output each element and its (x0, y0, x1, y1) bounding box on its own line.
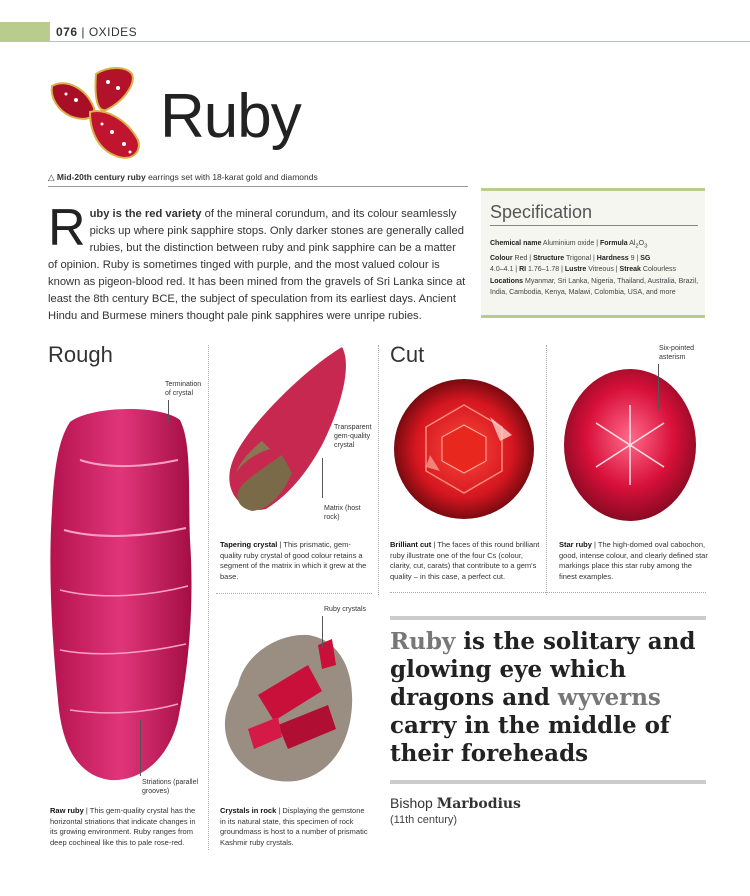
rock-crystal-image (218, 625, 358, 785)
header-accent-bar (0, 22, 50, 42)
column-divider (546, 345, 547, 595)
spec-label: Structure (533, 254, 565, 262)
caption-title: Brilliant cut (390, 540, 432, 549)
caption-text: This gem-quality crystal has the horizontal striations that indicate changes in its growing environment. Ruby ranges from deep cochineal like this to pale rose-red. (50, 806, 196, 847)
spec-label: Locations (490, 277, 524, 285)
row-divider (216, 593, 372, 594)
image-caption (48, 172, 318, 183)
spec-subscript: 2 (635, 243, 639, 250)
quote-highlight: Ruby (390, 628, 456, 655)
quote-text: is the solitary and glowing eye which dragons and (390, 628, 696, 711)
drop-cap: R (48, 199, 86, 257)
spec-value: 1.76–1.78 (528, 266, 560, 274)
spec-value: Colourless (642, 266, 676, 274)
spec-value: Trigonal (566, 254, 592, 262)
spec-title: Specification (490, 202, 593, 222)
spec-value: 4.0–4.1 (490, 266, 514, 274)
spec-label: Streak (619, 266, 641, 274)
column-divider (208, 345, 209, 850)
quote-attribution (390, 795, 521, 812)
caption-text: earrings set with 18-karat gold and diamonds (145, 172, 318, 182)
spec-value: 9 (630, 254, 635, 262)
leader-line (322, 458, 323, 498)
row-divider (390, 592, 706, 593)
caption-rule (48, 186, 468, 187)
raw-ruby-caption: Raw ruby | This gem-quality crystal has the horizontal striations that indicate changes in its growing environment. Ruby ranges from deep cochineal like this to pale rose-red. (50, 806, 196, 847)
ruby-earring-image (46, 60, 146, 168)
caption-text: Displaying the gemstone in its natural state, this specimen of rock groundmass is host to a number of prismatic Kashmir ruby crystals. (220, 806, 368, 847)
caption-text: The high-domed oval cabochon, good, intense colour, and clearly defined star markings place this star ruby among the finest examples. (559, 540, 708, 581)
leader-line (140, 720, 141, 776)
attribution-name: Marbodius (436, 796, 521, 812)
spec-value: Myanmar, Sri Lanka, Nigeria, Thailand, Australia, Brazil, India, Cambodia, Kenya, Malawi, Colombia, USA, and more (490, 277, 699, 297)
label-matrix: Matrix (host rock) (324, 505, 361, 521)
brilliant-cut-image (390, 375, 538, 523)
spec-rule (490, 225, 698, 226)
specification-box (481, 188, 705, 318)
running-header: 076 | OXIDES (56, 25, 138, 39)
spec-label: Colour (490, 254, 513, 262)
spec-value: Red (514, 254, 528, 262)
rough-heading: Rough (48, 342, 113, 367)
caption-bold: Mid-20th century ruby (56, 172, 146, 182)
intro-lead: uby is the red variety (89, 208, 202, 220)
intro-paragraph (48, 199, 468, 325)
spec-label: Chemical name (490, 240, 542, 247)
raw-ruby-image (40, 400, 200, 785)
label-striations: Striations (parallel grooves) (142, 779, 199, 795)
spec-body: Chemical name Aluminium oxide | Formula $Al_2O_3$ Colour Red | Structure Trigonal | Hardness 9 | SG 4.0–4.1 | RI 1.76–1.78 | Lustre Vitreous | Streak Colourless Locations Myanmar, Sri Lanka, Nigeria, Thailand, Australia, Brazil, India, Cambodia, Kenya, Malawi, Colombia, USA, and more (490, 240, 699, 297)
star-ruby-image (560, 365, 700, 525)
spec-label: RI (519, 266, 527, 274)
intro-text: of the mineral corundum, and its colour seamlessly picks up where pink sapphire stops. Only darker stones are generally called rubies, but the distinction between ruby and pink sapphire can be a matter of opinion. Ruby is sometimes tinged with purple, and the most valued colour is known as pigeon-blood red. It has been mined from the gravels of Sri Lanka since at least the 8th century BCE, the subject of speculation from its earliest days. Ancient Hindu and Burmese miners thought pale pink sapphires were unripe rubies. (48, 208, 466, 322)
page-number: 076 (56, 25, 78, 39)
leader-line (168, 400, 169, 422)
quote-text: carry in the middle of their foreheads (390, 712, 670, 767)
tapering-caption: Tapering crystal | This prismatic, gem-quality ruby crystal of good colour retains a segment of the matrix in which it grew at the base. (220, 540, 367, 581)
pull-quote (390, 628, 710, 768)
rock-caption: Crystals in rock | Displaying the gemstone in its natural state, this specimen of rock groundmass is host to a number of prismatic Kashmir ruby crystals. (220, 806, 368, 847)
spec-value: Vitreous (588, 266, 614, 274)
column-divider (378, 345, 379, 595)
caption-title: Crystals in rock (220, 806, 277, 815)
label-termination: Termination of crystal (165, 381, 202, 397)
quote-rule-top (390, 616, 706, 620)
header-rule (50, 41, 750, 42)
page-title: Ruby (160, 82, 301, 151)
brilliant-caption: Brilliant cut | The faces of this round brilliant ruby illustrate one of the four Cs (colour, clarity, cut, carats) that contribute to a gem's quality – in this case, a perfect cut. (390, 540, 540, 581)
caption-text: This prismatic, gem-quality ruby crystal of good colour retains a segment of the matrix in which it grew at the base. (220, 540, 367, 581)
section-name: OXIDES (88, 25, 138, 39)
quote-rule-bottom (390, 780, 706, 784)
quote-highlight: wyverns (557, 684, 661, 711)
cut-heading: Cut (390, 342, 425, 367)
label-ruby-crystals: Ruby crystals (324, 606, 367, 613)
caption-text: The faces of this round brilliant ruby illustrate one of the four Cs (colour, clarity, cut, carats) that contribute to a gem's quality – in this case, a perfect cut. (390, 540, 540, 581)
label-transparent: Transparent gem-quality crystal (334, 424, 372, 449)
caption-title: Star ruby (559, 540, 592, 549)
spec-value: Al (629, 240, 636, 247)
leader-line (322, 616, 323, 648)
attribution-date: (11th century) (390, 814, 458, 826)
leader-line (658, 364, 659, 410)
spec-label: Formula (600, 240, 628, 247)
label-asterism: Six-pointed asterism (659, 345, 695, 361)
star-caption: Star ruby | The high-domed oval cabochon, good, intense colour, and clearly defined star markings place this star ruby among the finest examples. (559, 540, 708, 581)
caption-title: Tapering crystal (220, 540, 278, 549)
spec-label: SG (640, 254, 651, 262)
caption-title: Raw ruby (50, 806, 84, 815)
spec-value: Aluminium oxide (542, 240, 595, 247)
spec-label: Lustre (564, 266, 587, 274)
spec-value: O (638, 240, 645, 247)
spec-label: Hardness (596, 254, 629, 262)
triangle-icon: △ (48, 172, 55, 182)
spec-subscript: 3 (644, 243, 648, 250)
attribution-prefix: Bishop (390, 795, 437, 811)
